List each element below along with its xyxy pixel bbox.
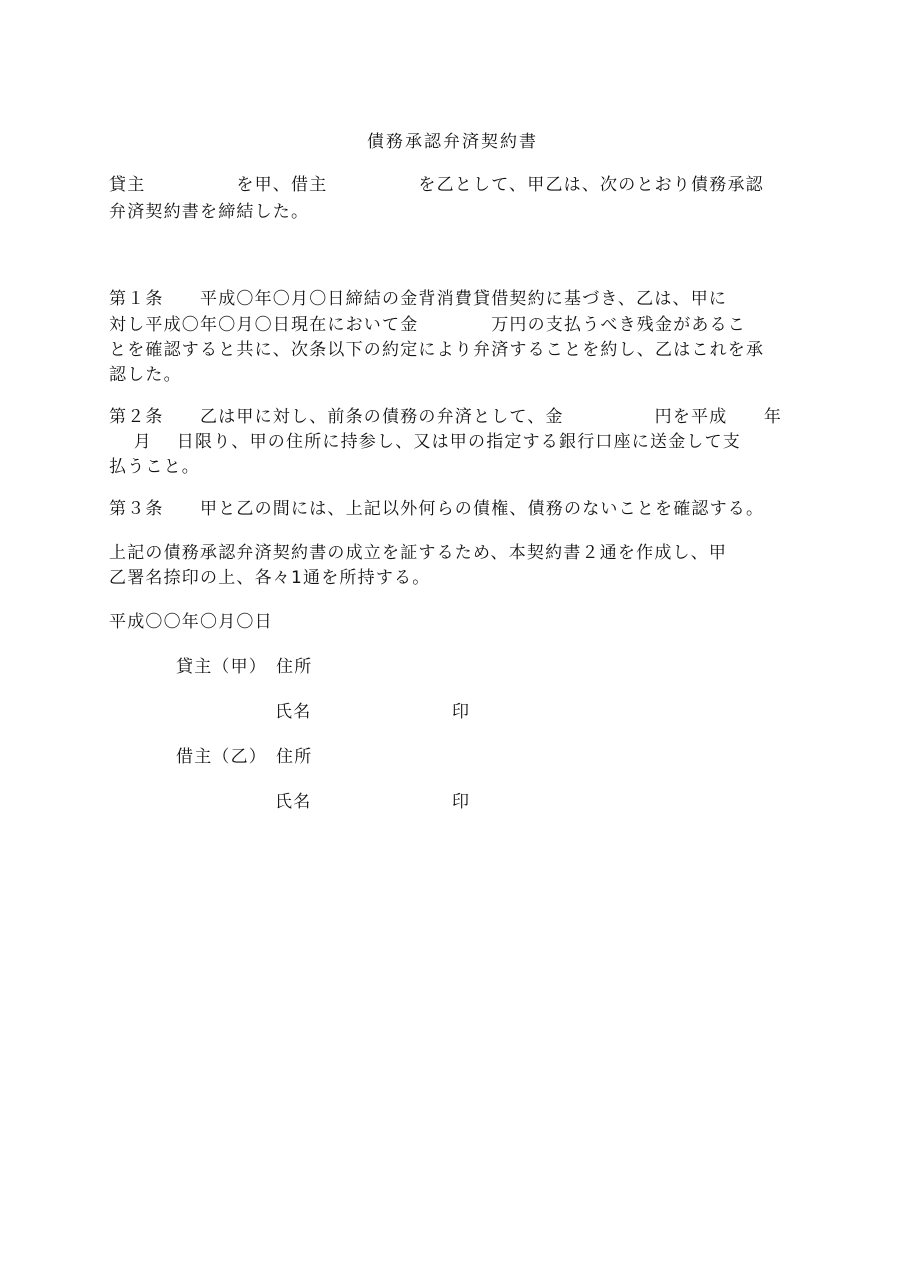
lender-seal-mark: 印 [452,702,471,722]
article2-line-1: 第２条 乙は甲に対し、前条の債務の弁済として、金 円を平成 年 [109,407,783,427]
article2-line-2: 月 日限り、甲の住所に持参し、又は甲の指定する銀行口座に送金して支 [109,432,742,452]
article1-line-1: 第１条 平成〇年〇月〇日締結の金背消費貸借契約に基づき、乙は、甲に [109,289,728,309]
lender-address-label: 住所 [276,657,313,677]
article1-line-2: 対し平成〇年〇月〇日現在において金 万円の支払うべき残金があるこ [109,315,746,335]
lender-role: 貸主（甲） [176,657,267,677]
intro-line-2: 弁済契約書を締結した。 [109,202,310,222]
intro-line-1: 貸主 を甲、借主 を乙として、甲乙は、次のとおり債務承認 [109,175,764,195]
borrower-role: 借主（乙） [176,747,267,767]
article1-line-3: とを確認すると共に、次条以下の約定により弁済することを約し、乙はこれを承 [109,340,765,360]
closing-line-2: 乙署名捺印の上、各々1通を所持する。 [109,568,431,588]
document-title: 債務承認弁済契約書 [367,132,538,152]
article1-line-4: 認した。 [109,365,182,385]
article3-line-1: 第３条 甲と乙の間には、上記以外何らの債権、債務のないことを確認する。 [109,499,765,519]
contract-date: 平成〇〇年〇月〇日 [109,612,273,632]
article2-line-3: 払うこと。 [109,457,200,477]
borrower-name-label: 氏名 [275,792,312,812]
borrower-address-label: 住所 [276,747,313,767]
closing-line-1: 上記の債務承認弁済契約書の成立を証するため、本契約書２通を作成し、甲 [109,543,728,563]
borrower-seal-mark: 印 [452,792,471,812]
lender-name-label: 氏名 [275,702,312,722]
